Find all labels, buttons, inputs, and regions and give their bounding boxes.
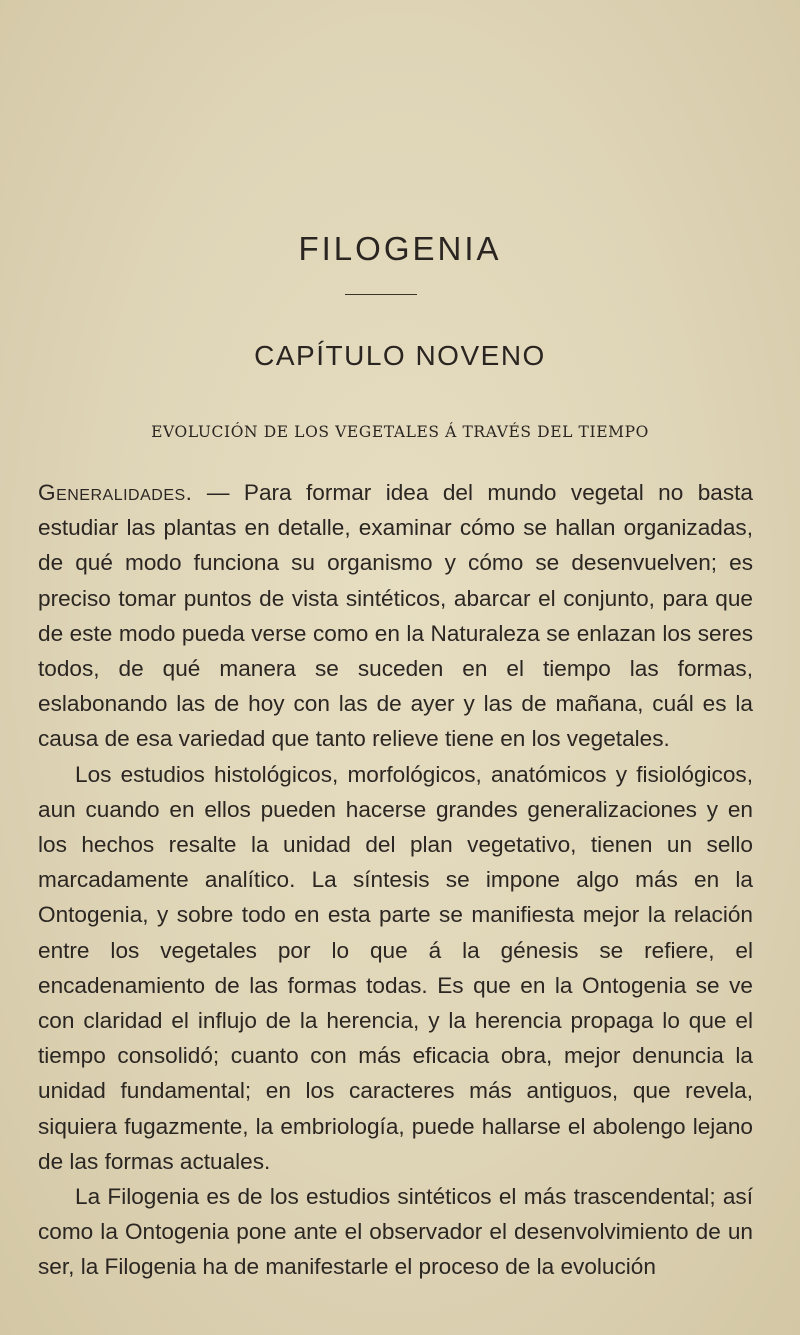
title-divider-rule <box>345 294 417 295</box>
paragraph-3: La Filogenia es de los estudios sintéticos el más trascendental; así como la Ontogenia pone ante el observador el desenvolvimiento de un ser, la Filogenia ha de manifestarle el proceso de la evolución <box>38 1184 753 1280</box>
section-heading: Generalidades. <box>38 480 193 505</box>
chapter-title: CAPÍTULO NOVENO <box>254 340 546 371</box>
paragraph-2: Los estudios histológicos, morfológicos, anatómicos y fisiológicos, aun cuando en ellos pueden hacerse grandes generalizaciones y en los hechos resalte la unidad del plan vegetativo, tienen un sello marcadamente analítico. La síntesis se impone algo más en la Ontogenia, y sobre todo en esta parte se manifiesta mejor la relación entre los vegetales por lo que á la génesis se refiere, el encadenamiento de las formas todas. Es que en la Ontogenia se ve con claridad el influjo de la herencia, y la herencia propaga lo que el tiempo consolidó; cuanto con más eficacia obra, mejor denuncia la unidad fundamental; en los caracteres más antiguos, que revela, siquiera fugazmente, la embriología, puede hallarse el abolengo lejano de las formas actuales. <box>38 761 753 1174</box>
paragraph-1-text: — Para formar idea del mundo vegetal no basta estudiar las plantas en detalle, examinar cómo se hallan organizadas, de qué modo funciona su organismo y cómo se desenvuelven; es preciso tomar puntos de vista sintéticos, abarcar el conjunto, para que de este modo pueda verse como en la Naturaleza se enlazan los seres todos, de qué manera se suceden en el tiempo las formas, eslabonando las de hoy con las de ayer y las de mañana, cuál es la causa de esa variedad que tanto relieve tiene en los vegetales. <box>38 480 753 752</box>
book-title: FILOGENIA <box>298 230 502 267</box>
body-text <box>38 475 753 1285</box>
paragraph-1 <box>38 475 753 757</box>
chapter-subtitle: EVOLUCIÓN DE LOS VEGETALES Á TRAVÉS DEL TIEMPO <box>151 423 649 441</box>
